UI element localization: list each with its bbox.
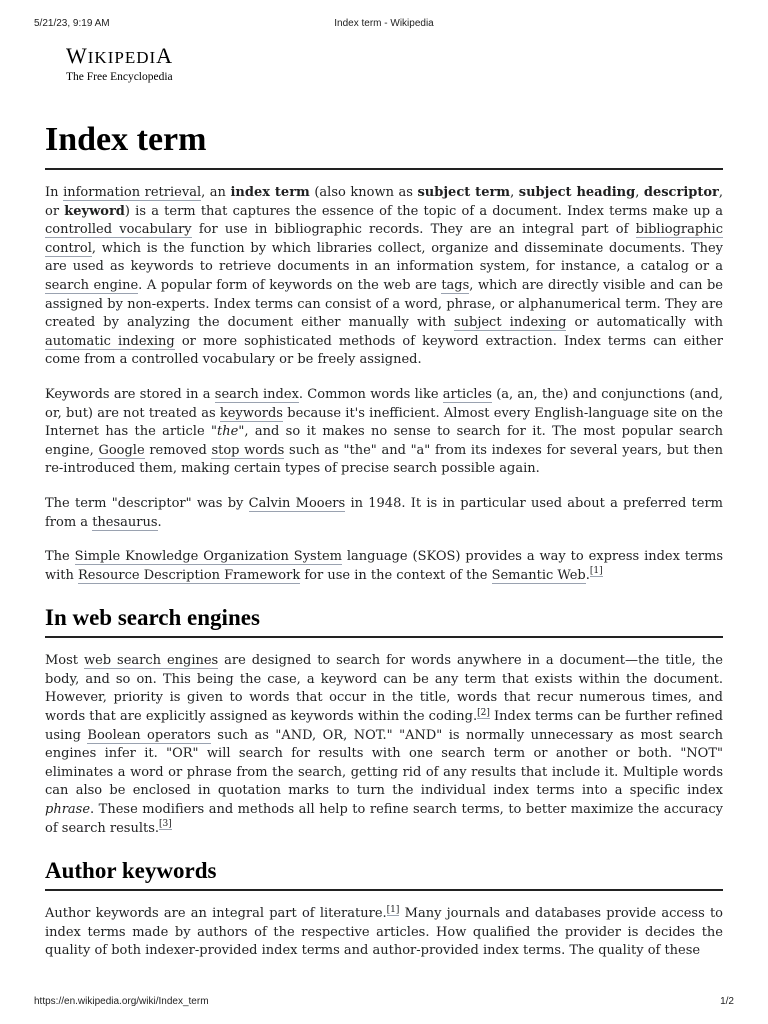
- print-url: https://en.wikipedia.org/wiki/Index_term: [34, 996, 209, 1007]
- section-heading-web-search: In web search engines: [45, 603, 723, 638]
- link-semantic-web[interactable]: Semantic Web: [491, 567, 586, 583]
- print-footer: [34, 996, 734, 1010]
- print-page-number: 1/2: [720, 996, 734, 1007]
- wikipedia-tagline: The Free Encyclopedia: [66, 71, 173, 83]
- link-controlled-vocabulary[interactable]: controlled vocabulary: [45, 222, 192, 238]
- link-keywords[interactable]: keywords: [219, 405, 283, 421]
- link-google[interactable]: Google: [98, 442, 145, 458]
- wikipedia-wordmark: WIKIPEDIA: [66, 43, 174, 68]
- link-tags[interactable]: tags: [441, 277, 470, 293]
- link-search-index[interactable]: search index: [214, 386, 299, 402]
- link-web-search-engines[interactable]: web search engines: [83, 653, 219, 669]
- link-bibliographic-control[interactable]: bibliographic control: [45, 222, 723, 256]
- skos-paragraph: The Simple Knowledge Organization System language (SKOS) provides a way to express index terms with Resource Description Framework for use in the context of the Semantic Web.[1]: [45, 549, 723, 583]
- link-stop-words[interactable]: stop words: [211, 442, 285, 458]
- author-keywords-paragraph: Author keywords are an integral part of literature.[1] Many journals and databases provide access to index terms made by authors of the respective articles. How qualified the provider is decides the quality of both indexer-provided index terms and author-provided index terms. The quality of these: [45, 904, 724, 959]
- link-subject-indexing[interactable]: subject indexing: [453, 315, 567, 331]
- link-information-retrieval[interactable]: information retrieval: [63, 185, 202, 200]
- link-search-engine[interactable]: search engine: [45, 277, 139, 293]
- article-content: [45, 118, 723, 961]
- link-boolean-operators[interactable]: Boolean operators: [87, 727, 211, 743]
- print-date: 5/21/23, 9:19 AM: [34, 18, 110, 29]
- wikipedia-logo[interactable]: [66, 44, 173, 83]
- link-skos[interactable]: Simple Knowledge Organization System: [74, 549, 342, 565]
- citation-3[interactable]: [3]: [159, 819, 172, 830]
- citation-1[interactable]: [1]: [589, 566, 603, 577]
- print-page-title: Index term - Wikipedia: [334, 18, 434, 29]
- lead-paragraph: In information retrieval, an index term (also known as subject term, subject heading, descriptor, or keyword) is a term that captures the essence of the topic of a document. Index terms make up a controlled vocabulary for use in bibliographic records. They are an integral part of bibliographic control, which is the function by which libraries collect, organize and disseminate documents. They are used as keywords to retrieve documents in an information system, for instance, a catalog or a search engine. A popular form of keywords on the web are tags, which are directly visible and can be assigned by non-experts. Index terms can consist of a word, phrase, or alphanumerical term. They are created by analyzing the document either manually with subject indexing or automatically with automatic indexing or more sophisticated methods of keyword extraction. Index terms can either come from a controlled vocabulary or be freely assigned.: [45, 185, 724, 368]
- section-heading-author-keywords: Author keywords: [45, 856, 723, 891]
- link-calvin-mooers[interactable]: Calvin Mooers: [248, 495, 346, 511]
- link-thesaurus[interactable]: thesaurus: [92, 514, 158, 530]
- link-articles[interactable]: articles: [442, 386, 492, 402]
- print-header: [34, 18, 734, 32]
- keywords-paragraph: Keywords are stored in a search index. Common words like articles (a, an, the) and conjunctions (and, or, but) are not treated as keywords because it's inefficient. Almost every English-language site on the Internet has the article "the", and so it makes no sense to search for it. The most popular search engine, Google removed stop words such as "the" and "a" from its indexes for several years, but then re-introduced them, making certain types of precise search possible again.: [45, 386, 723, 477]
- citation-1-repeat[interactable]: [1]: [386, 904, 400, 915]
- citation-2[interactable]: [2]: [477, 707, 490, 718]
- link-rdf[interactable]: Resource Description Framework: [78, 567, 301, 583]
- web-search-paragraph: Most web search engines are designed to search for words anywhere in a document—the title, the body, and so on. This being the case, a keyword can be any term that exists within the document. However, priority is given to words that occur in the title, words that recur numerous times, and words that are explicitly assigned as keywords within the coding.[2] Index terms can be further refined using Boolean operators such as "AND, OR, NOT." "AND" is normally unnecessary as most search engines infer it. "OR" will search for results with one search term or another or both. "NOT" eliminates a word or phrase from the search, getting rid of any results that include it. Multiple words can also be enclosed in quotation marks to turn the individual index terms into a specific index phrase. These modifiers and methods all help to refine search terms, to better maximize the accuracy of search results.[3]: [45, 653, 724, 836]
- descriptor-paragraph: The term "descriptor" was by Calvin Mooers in 1948. It is in particular used about a preferred term from a thesaurus.: [45, 495, 723, 530]
- link-automatic-indexing[interactable]: automatic indexing: [45, 333, 175, 349]
- page-title: Index term: [45, 118, 723, 170]
